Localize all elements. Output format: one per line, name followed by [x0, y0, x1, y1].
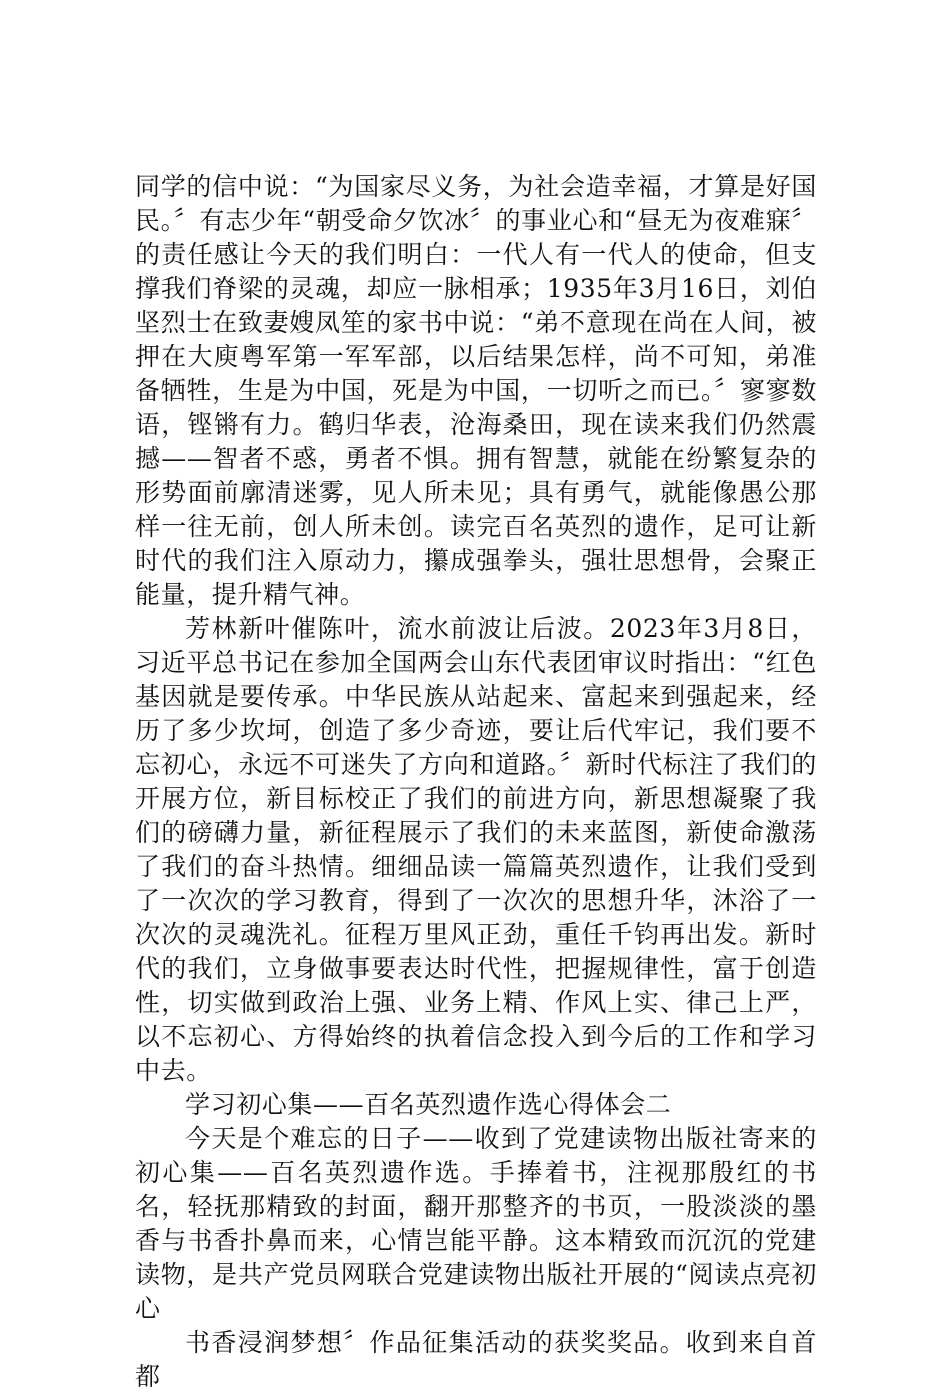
paragraph-4: 书香浸润梦想〞作品征集活动的获奖奖品。收到来自首都 — [135, 1328, 817, 1391]
paragraph-1: 同学的信中说：“为国家尽义务，为社会造幸福，才算是好国民。〞有志少年“朝受命夕饮冰〞的事业心和“昼无为夜难寐〞的责任感让今天的我们明白：一代人有一代人的使命，但支撑我们脊梁的灵魂，却应一脉相承；1935年3月16日，刘伯坚烈士在致妻嫂凤笙的家书中说：“弟不意现在尚在人间，被押在大庾粤军第一军军部，以后结果怎样，尚不可知，弟准备牺牲，生是为中国，死是为中国，一切听之而已。〞寥寥数语，铿锵有力。鹤归华表，沧海桑田，现在读来我们仍然震撼——智者不惑，勇者不惧。拥有智慧，就能在纷繁复杂的形势面前廓清迷雾，见人所未见；具有勇气，就能像愚公那样一往无前，创人所未创。读完百名英烈的遗作，足可让新时代的我们注入原动力，攥成强拳头，强壮思想骨，会聚正能量，提升精气神。 — [135, 172, 817, 609]
section-heading: 学习初心集——百名英烈遗作选心得体会二 — [185, 1090, 672, 1119]
paragraph-3: 今天是个难忘的日子——收到了党建读物出版社寄来的初心集——百名英烈遗作选。手捧着书，注视那殷红的书名，轻抚那精致的封面，翻开那整齐的书页，一股淡淡的墨香与书香扑鼻而来，心情岂能平静。这本精致而沉沉的党建读物，是共产党员网联合党建读物出版社开展的“阅读点亮初心 — [135, 1124, 817, 1323]
document-body — [135, 170, 817, 1394]
paragraph-2: 芳林新叶催陈叶，流水前波让后波。2023年3月8日，习近平总书记在参加全国两会山东代表团审议时指出：“红色基因就是要传承。中华民族从站起来、富起来到强起来，经历了多少坎坷，创造了多少奇迹，要让后代牢记，我们要不忘初心，永远不可迷失了方向和道路。〞新时代标注了我们的开展方位，新目标校正了我们的前进方向，新思想凝聚了我们的磅礴力量，新征程展示了我们的未来蓝图，新使命激荡了我们的奋斗热情。细细品读一篇篇英烈遗作，让我们受到了一次次的学习教育，得到了一次次的思想升华，沐浴了一次次的灵魂洗礼。征程万里风正劲，重任千钧再出发。新时代的我们，立身做事要表达时代性，把握规律性，富于创造性，切实做到政治上强、业务上精、作风上实、律己上严，以不忘初心、方得始终的执着信念投入到今后的工作和学习中去。 — [135, 614, 817, 1085]
